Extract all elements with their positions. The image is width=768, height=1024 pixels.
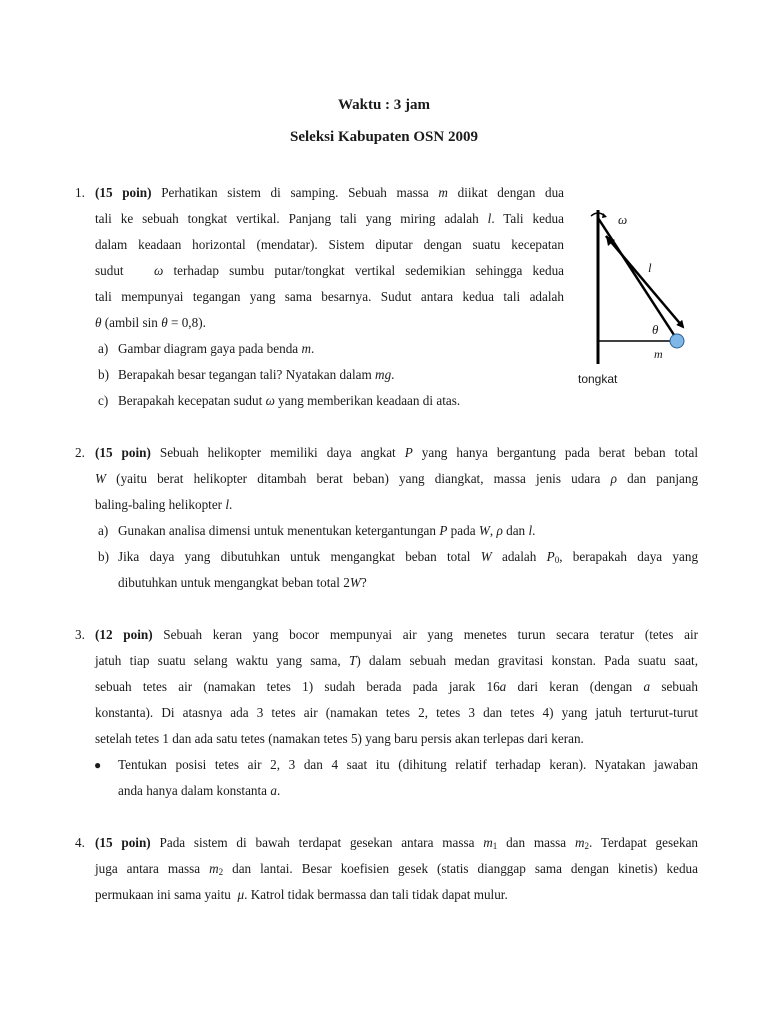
bullet-question: Tentukan posisi tetes air 2, 3 dan 4 saat itu (dihitung relatif terhadap keran). Nyatakan jawaban [118,757,698,772]
problem-line: tali ke sebuah tongkat vertikal. Panjang tali yang miring adalah l. Tali kedua [95,211,564,226]
bullet-icon: ● [94,758,102,772]
rotating-system-figure [572,200,712,400]
problem-number: 3. [75,627,85,642]
item-label: c) [98,393,109,408]
length-label: l [648,260,652,275]
problem-line: setelah tetes 1 dan ada satu tetes (namakan tetes 5) yang baru persis akan terlepas dari keran. [95,731,584,746]
problem-number: 2. [75,445,85,460]
item-label: b) [98,367,109,382]
problem-line: dalam keadaan horizontal (mendatar). Sistem diputar dengan suatu kecepatan [95,237,564,252]
bullet-question-continued: anda hanya dalam konstanta a. [118,783,281,798]
item-label: a) [98,523,109,538]
length-arrow [606,236,683,327]
problem-line: (15 poin) Perhatikan sistem di samping. Sebuah massa m diikat dengan dua [95,185,565,200]
problem-line: konstanta). Di atasnya ada 3 tetes air (namakan tetes 2, tetes 3 dan tetes 4) yang jatuh terturut-turut [95,705,698,720]
problem-line: jatuh tiap suatu selang waktu yang sama, T) dalam sebuah medan gravitasi konstan. Pada suatu saat, [95,653,699,668]
mass-label: m [654,347,663,361]
theta-label: θ [652,322,659,337]
item-label: a) [98,341,109,356]
sub-question: Gunakan analisa dimensi untuk menentukan ketergantungan P pada W, ρ dan l. [118,523,536,538]
omega-label: ω [618,212,628,227]
mass-ball [670,334,684,348]
problem-line: (15 poin) Sebuah helikopter memiliki daya angkat P yang hanya bergantung pada berat beban total [95,445,699,460]
sub-question: Berapakah besar tegangan tali? Nyatakan dalam mg. [118,367,395,382]
inclined-string [598,218,676,338]
problem-line: W (yaitu berat helikopter ditambah berat beban) yang diangkat, massa jenis udara ρ dan panjang [95,471,699,486]
problem-line: juga antara massa $m_2$ dan lantai. Besar koefisien gesek (statis dianggap sama dengan kinetis) kedua [95,861,698,877]
time-heading: Waktu : 3 jam [337,97,431,113]
problem-number: 4. [75,835,85,850]
problem-line: θ (ambil sin θ = 0,8). [95,315,206,330]
problem-line: (12 poin) Sebuah keran yang bocor mempunyai air yang menetes turun secara teratur (tetes air [95,627,699,642]
rod-caption: tongkat [578,372,618,386]
problem-line: permukaan ini sama yaitu μ. Katrol tidak bermassa dan tali tidak dapat mulur. [95,887,508,902]
sub-question: Jika daya yang dibutuhkan untuk mengangkat beban total W adalah $P_0$, berapakah daya yang [118,549,699,565]
problem-line: sudut ω terhadap sumbu putar/tongkat vertikal sedemikian sehingga kedua [95,263,565,278]
problem-line: tali mempunyai tegangan yang sama besarnya. Sudut antara kedua tali adalah [95,289,564,304]
problem-line: sebuah tetes air (namakan tetes 1) sudah berada pada jarak 16a dari keran (dengan a sebuah [95,679,698,694]
sub-question-continued: dibutuhkan untuk mengangkat beban total 2W? [118,575,367,590]
item-label: b) [98,549,109,564]
problem-line: (15 poin) Pada sistem di bawah terdapat gesekan antara massa $m_1$ dan massa $m_2$. Terdapat gesekan [95,835,699,851]
sub-question: Gambar diagram gaya pada benda m. [118,341,315,356]
sub-question: Berapakah kecepatan sudut ω yang memberikan keadaan di atas. [118,393,461,408]
exam-title: Seleksi Kabupaten OSN 2009 [290,129,478,145]
figure-svg [572,200,712,400]
problem-number: 1. [75,185,85,200]
problem-line: baling-baling helikopter l. [95,497,233,512]
